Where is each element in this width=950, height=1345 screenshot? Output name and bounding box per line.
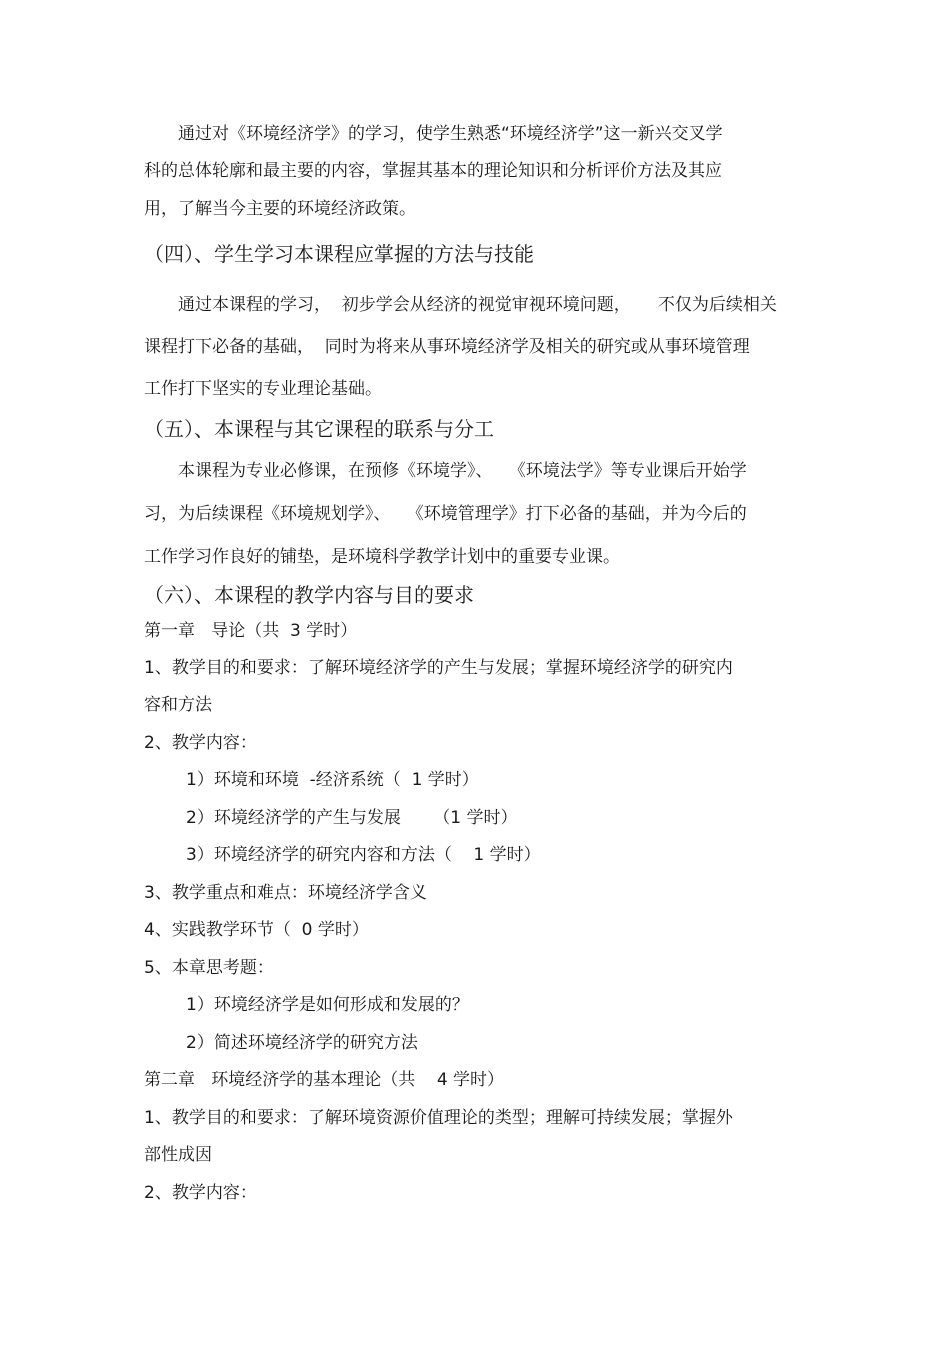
chapter1-questions-label: 5、本章思考题：: [144, 958, 274, 978]
chapter1-practice: 4、实践教学环节（ 0 学时）: [144, 920, 369, 940]
chapter1-content-item-2: 2）环境经济学的产生与发展 （1 学时）: [186, 808, 518, 828]
chapter1-question-1: 1）环境经济学是如何形成和发展的？: [186, 995, 469, 1015]
para3-line3: 工作学习作良好的铺垫，是环境科学教学计划中的重要专业课。: [144, 547, 620, 567]
chapter2-goal-line2: 部性成因: [144, 1145, 212, 1165]
chapter1-key-points: 3、教学重点和难点：环境经济学含义: [144, 883, 427, 903]
para2-line3: 工作打下坚实的专业理论基础。: [144, 379, 382, 399]
section-heading-5: （五）、本课程与其它课程的联系与分工: [144, 417, 494, 441]
chapter1-content-item-1: 1）环境和环境 -经济系统（ 1 学时）: [186, 770, 479, 790]
para3-line1: 本课程为专业必修课，在预修《环境学》、 《环境法学》等专业课后开始学: [178, 461, 747, 481]
chapter1-question-2: 2）简述环境经济学的研究方法: [186, 1033, 418, 1053]
chapter2-goal-line1: 1、教学目的和要求：了解环境资源价值理论的类型；理解可持续发展；掌握外: [144, 1108, 733, 1128]
chapter1-goal-line2: 容和方法: [144, 695, 212, 715]
para1-line3: 用，了解当今主要的环境经济政策。: [144, 199, 416, 219]
chapter1-content-item-3: 3）环境经济学的研究内容和方法（ 1 学时）: [186, 845, 541, 865]
chapter1-title: 第一章 导论（共 3 学时）: [144, 621, 358, 641]
section-heading-4: （四）、学生学习本课程应掌握的方法与技能: [144, 242, 534, 266]
chapter2-content-label: 2、教学内容：: [144, 1183, 257, 1203]
section-heading-6: （六）、本课程的教学内容与目的要求: [144, 583, 474, 607]
para3-line2: 习，为后续课程《环境规划学》、 《环境管理学》打下必备的基础，并为今后的: [144, 504, 747, 524]
para2-line1: 通过本课程的学习， 初步学会从经济的视觉审视环境问题， 不仅为后续相关: [178, 295, 777, 315]
para2-line2: 课程打下必备的基础， 同时为将来从事环境经济学及相关的研究或从事环境管理: [144, 337, 750, 357]
chapter1-goal-line1: 1、教学目的和要求：了解环境经济学的产生与发展；掌握环境经济学的研究内: [144, 658, 733, 678]
chapter2-title: 第二章 环境经济学的基本理论（共 4 学时）: [144, 1070, 505, 1090]
chapter1-content-label: 2、教学内容：: [144, 733, 257, 753]
para1-line2: 科的总体轮廓和最主要的内容，掌握其基本的理论知识和分析评价方法及其应: [144, 161, 722, 181]
para1-line1: 通过对《环境经济学》的学习，使学生熟悉“环境经济学”这一新兴交叉学: [178, 124, 723, 144]
